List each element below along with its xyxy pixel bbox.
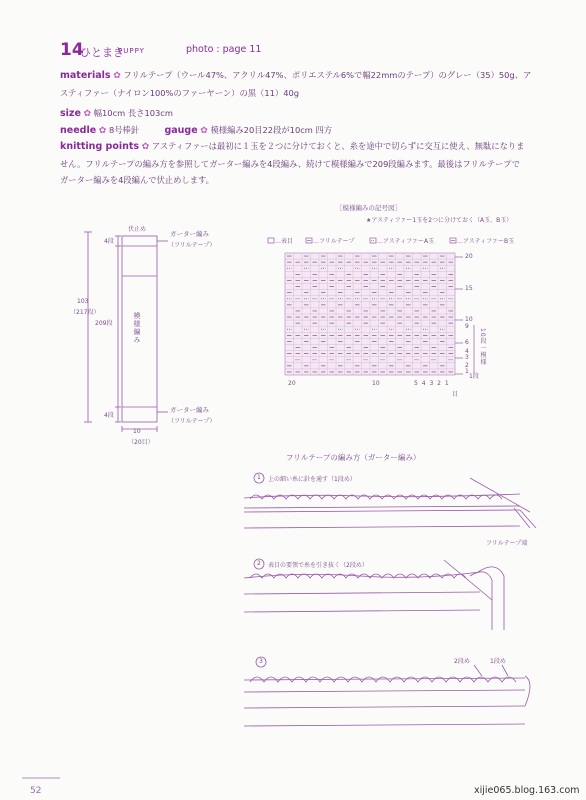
row-2-label: 2段め	[454, 658, 470, 665]
flower-bullet-icon: ✿	[98, 126, 107, 136]
knitting-points-text-1: アスティファーは最初に１玉を２つに分けておくと、糸を途中で切らずに交互に使え、無駄になりま	[151, 141, 525, 151]
gauge-label: gauge	[164, 125, 198, 136]
gauge-text: 模様編み20目22段が10cm 四方	[210, 125, 333, 135]
step-1-text: 上の細い糸に針を通す（1段め）	[268, 476, 356, 483]
bottom-rows-label: 4段	[104, 412, 114, 419]
pattern-rows-label: 209段	[95, 320, 113, 327]
chart-row-1-num: 1	[465, 368, 469, 375]
garter-top-label: ガーター編み	[170, 230, 209, 238]
size-label: size	[60, 108, 81, 119]
step-2-text: 表目の要領で糸を引き抜く（2段め）	[268, 562, 368, 569]
step-3-number: 3	[259, 658, 263, 665]
legend-frill-tape: …フリルテープ	[313, 238, 355, 245]
total-rows-label: （217段）	[70, 309, 100, 316]
step-2-number: 2	[257, 560, 261, 567]
width-cm-label: 10	[133, 428, 141, 435]
width-sts-label: （20目）	[128, 439, 154, 446]
top-rows-label: 4段	[104, 238, 114, 245]
flower-bullet-icon: ✿	[141, 142, 150, 152]
frill-tape-illustrations	[244, 478, 536, 726]
size-text: 幅10cm 長さ103cm	[93, 108, 173, 118]
garter-bottom-sub: （フリルテープ）	[168, 418, 216, 425]
chart-col-small: 5 4 3 2 1	[414, 380, 450, 387]
knitting-points-text-3: ガーター編みを4段編んで伏止めします。	[60, 175, 214, 185]
legend-yarn-b: …アスティファーB玉	[457, 238, 515, 245]
pattern-area-label: 模様編み	[133, 312, 141, 344]
pattern-number: 14	[60, 40, 84, 60]
materials-text: フリルテープ（ウール47%、アクリル47%、ポリエステル6%で幅22mmのテープ）のグレー（35）50g、ア	[123, 70, 532, 80]
needle-text: 8号棒針	[108, 125, 140, 135]
chart-note: ★アスティファー1玉を2つに分けておく（A玉、B玉）	[366, 217, 513, 224]
chart-row-4: 4	[465, 348, 469, 355]
chart-row-1: 1段	[469, 373, 479, 380]
chart-row-6: 6	[465, 339, 469, 346]
step-circles	[254, 473, 266, 667]
legend-yarn-a: …アスティファーA玉	[377, 238, 435, 245]
chart-row-20: 20	[465, 253, 473, 260]
materials-label: materials	[60, 70, 111, 81]
pattern-name: ひとまき	[80, 46, 124, 59]
chart-row-15: 15	[465, 285, 473, 292]
chart-col-20: 20	[288, 380, 296, 387]
flower-bullet-icon: ✿	[200, 126, 208, 136]
step-1-number: 1	[257, 474, 261, 481]
howto-title: フリルテープの編み方（ガーター編み）	[286, 453, 421, 462]
knitting-points-label: knitting points	[60, 141, 140, 152]
source-url: xijie065.blog.163.com	[474, 785, 580, 796]
chart-row-3: 3	[465, 354, 469, 361]
photo-reference: photo : page 11	[186, 44, 262, 55]
bind-off-label: 伏止め	[128, 226, 147, 233]
tape-end-label: フリルテープ端	[486, 540, 528, 547]
page-number: 52	[30, 786, 42, 796]
repeat-label: 10段一模様	[479, 328, 486, 366]
garter-bottom-label: ガーター編み	[170, 406, 209, 414]
flower-bullet-icon: ✿	[113, 71, 121, 81]
row-1-label: 1段め	[490, 658, 506, 665]
chart-col-10: 10	[372, 380, 380, 387]
pattern-brand: PUPPY	[118, 47, 145, 55]
chart-col-unit: 目	[452, 391, 459, 398]
knitting-points-text-2: せん。フリルテープの編み方を参照してガーター編みを4段編み、続けて模様編みで209段編みます。最後はフリルテープで	[60, 159, 520, 169]
chart-row-9: 9	[465, 323, 469, 330]
garter-top-sub: （フリルテープ）	[168, 242, 216, 249]
legend-knit: …表目	[275, 238, 294, 245]
chart-row-2: 2	[465, 362, 469, 369]
stitch-chart-grid	[285, 253, 455, 375]
chart-row-10: 10	[465, 316, 473, 323]
total-length-label: 103	[77, 298, 89, 305]
materials-text-2: スティファー（ナイロン100%のファーヤーン）の黒（11）40g	[60, 88, 300, 98]
chart-title: ［模様編みの記号図］	[336, 204, 401, 212]
flower-bullet-icon: ✿	[83, 109, 92, 119]
needle-label: needle	[60, 125, 97, 136]
scarf-schematic	[84, 232, 168, 432]
